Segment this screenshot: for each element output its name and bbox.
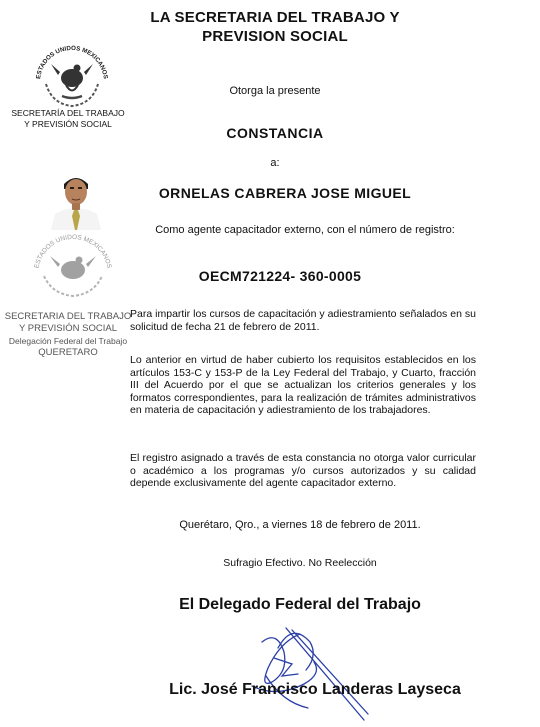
header-title-line1: LA SECRETARIA DEL TRABAJO Y — [150, 9, 400, 26]
header-title — [130, 8, 420, 46]
mexico-seal-logo — [32, 38, 112, 110]
registration-number: OECM721224- 360-0005 — [198, 268, 362, 284]
intro-text: Otorga la presente — [229, 85, 321, 97]
recipient-name: ORNELAS CABRERA JOSE MIGUEL — [158, 185, 412, 201]
official-stamp-seal — [30, 226, 116, 298]
to-label: a: — [270, 157, 280, 169]
ministry-label-line2: Y PREVISIÓN SOCIAL — [24, 119, 112, 129]
document-type: CONSTANCIA — [226, 125, 324, 141]
ministry-label-line1: SECRETARÍA DEL TRABAJO — [11, 108, 125, 118]
handwritten-signature — [222, 612, 382, 722]
registration-intro: Como agente capacitador externo, con el número de registro: — [155, 224, 455, 236]
paragraph-disclaimer: El registro asignado a través de esta constancia no otorga valor curricular o académico a los programas y/o cursos autorizados y su calidad depende exclusivamente del agente capacitador externo. — [130, 452, 476, 489]
ministry-label — [0, 108, 136, 130]
stamp-line4: QUERETARO — [38, 347, 98, 358]
stamp-line1: SECRETARIA DEL TRABAJO — [4, 311, 132, 322]
motto: Sufragio Efectivo. No Reelección — [223, 557, 377, 569]
paragraph-legal-basis: Lo anterior en virtud de haber cubierto los requisitos establecidos en los artículos 153-C y 153-P de la Ley Federal del Trabajo, y Cuarto, fracción III del Acuerdo por el que se actualizan los criterios generales y los formatos correspondientes, para la realización de trámites administrativos en materia de capacitación y adiestramiento de los trabajadores. — [130, 354, 476, 416]
stamp-line2: Y PREVISIÓN SOCIAL — [18, 323, 118, 334]
signer-name: Lic. José Francisco Landeras Layseca — [169, 681, 461, 698]
header-title-line2: PREVISION SOCIAL — [202, 28, 348, 45]
stamp-text — [0, 311, 136, 359]
signer-title: El Delegado Federal del Trabajo — [179, 596, 421, 613]
paragraph-purpose: Para impartir los cursos de capacitación y adiestramiento señalados en su solicitud de fecha 21 de febrero de 2011. — [130, 308, 476, 333]
stamp-seal-text: ESTADOS UNIDOS MEXICANOS — [33, 233, 113, 269]
place-date: Querétaro, Qro., a viernes 18 de febrero de 2011. — [179, 519, 421, 531]
recipient-photo — [47, 170, 105, 230]
seal-text: ESTADOS UNIDOS MEXICANOS — [35, 44, 109, 80]
stamp-line3: Delegación Federal del Trabajo — [8, 336, 128, 346]
